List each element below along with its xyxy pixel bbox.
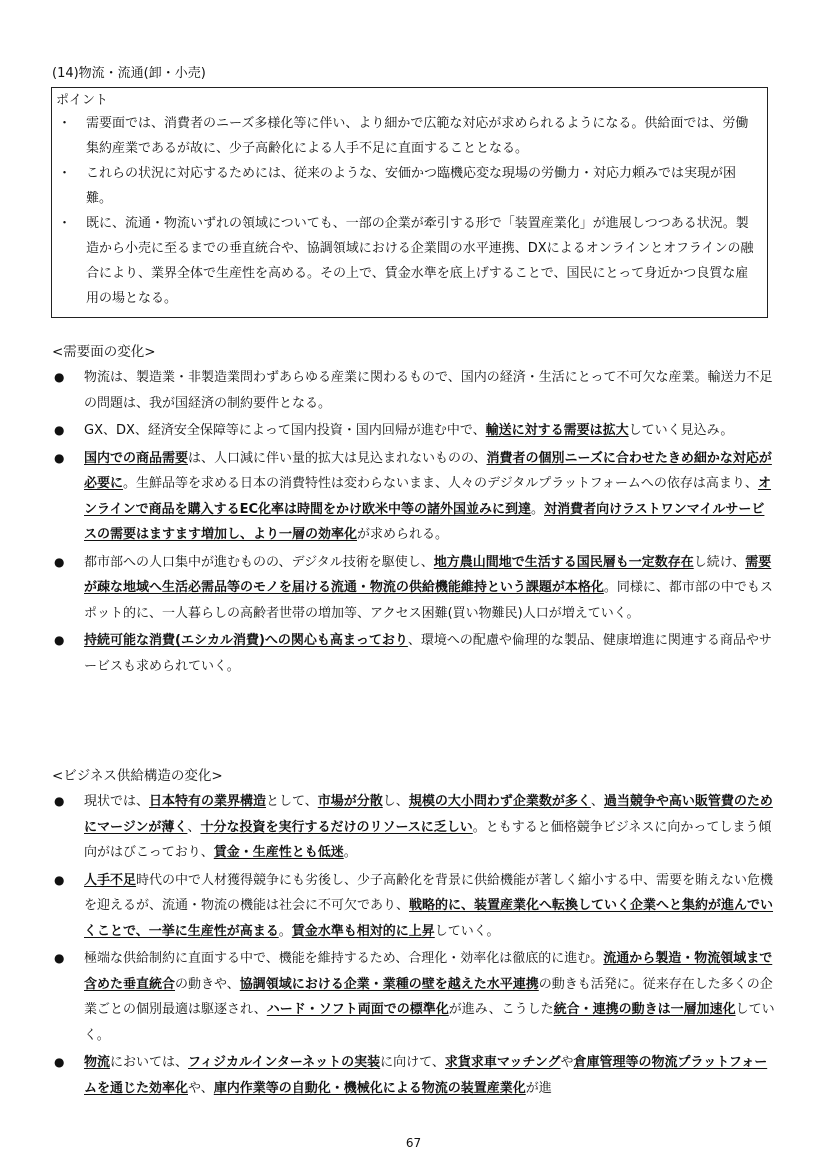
body-text: 、環境への配慮や倫理的な製品、健康増進に関連する商品やサービスも求められていく。 [84,633,772,674]
bullet-text [84,1055,767,1096]
supply-section [52,765,777,1103]
emphasis-text: 戦略的に、装置産業化へ転換していく企業へと集約が進んでいくことで、一挙に生産性が高まる [84,898,774,939]
body-text: していく。 [84,1002,775,1043]
emphasis-text: 過当競争や高い販管費のためにマージンが薄く [84,794,773,835]
bullet-item [52,550,777,627]
bullet-item [52,946,777,1048]
point-item [52,161,767,211]
body-text: 、 [187,819,201,835]
point-box [51,87,768,318]
bullet-marker: ● [54,794,65,808]
body-text: が進み、こうした [448,1002,554,1017]
point-marker: ・ [58,166,72,181]
emphasis-text: 統合・連携の動きは一層加速化 [553,1002,736,1017]
body-text: 。同様に、都市部の中でもスポット的に、一人暮らしの高齢者世帯の増加等、アクセス困難(買い物難民)人口が増えていく。 [84,580,773,621]
body-text: として、 [266,794,318,809]
point-marker: ・ [58,116,72,131]
body-text: は、人口減に伴い量的拡大は見込まれないものの、 [188,450,487,466]
body-text: 都市部への人口集中が進むものの、デジタル技術を駆使し、 [84,554,434,570]
bullet-marker: ● [54,633,65,647]
body-text: の動きや、 [175,976,240,992]
point-item [52,111,767,161]
bullet-marker: ● [54,370,65,384]
bullet-text [84,951,775,1043]
bullet-item [52,418,777,444]
bullet-marker: ● [54,1055,65,1069]
supply-section-title: <ビジネス供給構造の変化> [52,768,223,784]
emphasis-text: 対消費者向けラストワンマイルサービスの需要はますます増加し、より一層の効率化 [84,501,765,542]
body-text: 時代の中で人材獲得競争にも劣後し、少子高齢化を背景に供給機能が著しく縮小する中、需要を賄えない危機を迎えるが、流通・物流の機能は社会に不可欠であり、 [84,872,774,913]
point-box-title: ポイント [56,93,109,108]
emphasis-text: 庫内作業等の自動化・機械化による物流の装置産業化 [213,1080,526,1096]
bullet-text [84,451,772,543]
body-text: の動きも活発に。従来存在した多くの企業ごとの個別最適は駆逐され、 [84,976,773,1017]
emphasis-text: 求貨求車マッチング [444,1055,561,1070]
bullet-marker: ● [54,450,65,465]
body-text: し続け、 [693,554,746,570]
emphasis-text: 市場が分散 [317,794,383,809]
bullet-item [52,1050,777,1101]
emphasis-text: 賃金水準も相対的に上昇 [291,923,435,939]
emphasis-text: 地方農山間地で生活する国民層も一定数存在 [433,554,694,570]
emphasis-text: 国内での商品需要 [84,450,189,466]
body-text: 現状では、 [84,794,150,809]
bullet-item [52,868,777,945]
emphasis-text: フィジカルインターネットの実装 [188,1055,381,1070]
bullet-marker: ● [54,951,65,965]
emphasis-text: 協調領域における企業・業種の壁を越えた水平連携 [239,976,539,992]
body-text: 。 [343,845,357,860]
point-marker: ・ [58,216,72,231]
body-text: GX、DX、経済安全保障等によって国内投資・国内回帰が進む中で、 [84,423,486,438]
emphasis-text: 人手不足 [84,872,137,888]
point-item-text: 既に、流通・物流いずれの領域についても、一部の企業が牽引する形で「装置産業化」が進展しつつある状況。製造から小売に至るまでの垂直統合や、協調領域における企業間の水平連携、DXによるオンラインとオフラインの融合により、業界全体で生産性を高める。その上で、賃金水準を底上げすることで、国民にとって身近かつ良質な雇用の場となる。 [86,216,754,306]
body-text: し、 [382,794,409,809]
section-heading: (14)物流・流通(卸・小売) [52,66,206,81]
body-text: が進 [525,1080,552,1096]
body-text: 。 [278,923,292,939]
emphasis-text: 賃金・生産性とも低迷 [213,845,344,860]
body-text: においては、 [110,1055,189,1070]
point-item-text: 需要面では、消費者のニーズ多様化等に伴い、より細かで広範な対応が求められるようになる。供給面では、労働集約産業であるが故に、少子高齢化による人手不足に直面することとなる。 [86,116,749,156]
body-text: していく見込み。 [628,423,734,438]
emphasis-text: 規模の大小問わず企業数が多く [408,794,591,809]
emphasis-text: 持続可能な消費(エシカル消費)への関心も高まっており [84,633,408,648]
bullet-item [52,789,777,866]
bullet-text [84,873,773,939]
bullet-text [84,370,772,411]
bullet-marker: ● [54,872,65,887]
body-text: 。生鮮品等を求める日本の消費特性は変わらないまま、人々のデジタルプラットフォームへの依存は高まり、 [123,476,758,491]
bullet-item [52,446,777,548]
bullet-text [84,423,733,438]
point-item-text: これらの状況に対応するためには、従来のような、安価かつ臨機応変な現場の労働力・対応力頼みでは実現が困難。 [86,166,737,206]
emphasis-text: 流通から製造・物流領域まで含めた垂直統合 [84,951,773,992]
emphasis-text: オンラインで商品を購入するEC化率は時間をかけ欧米中等の諸外国並みに到達 [84,476,771,517]
emphasis-text: 消費者の個別ニーズに合わせたきめ細かな対応が必要に [84,450,772,491]
bullet-text [84,794,773,860]
emphasis-text: 日本特有の業界構造 [149,794,267,809]
bullet-marker: ● [54,423,65,437]
demand-section [52,341,777,681]
body-text: 極端な供給制約に直面する中で、機能を維持するため、合理化・効率化は徹底的に進む。 [84,951,604,966]
point-item [52,211,767,311]
body-text: に向けて、 [380,1055,445,1070]
body-text: 。 [531,501,545,517]
bullet-marker: ● [54,554,65,569]
bullet-text [84,555,773,621]
emphasis-text: ハード・ソフト両面での標準化 [266,1002,449,1017]
body-text: 物流は、製造業・非製造業問わずあらゆる産業に関わるもので、国内の経済・生活にとって不可欠な産業。輸送力不足の問題は、我が国経済の制約要件となる。 [84,370,773,411]
emphasis-text: 需要が疎な地域へ生活必需品等のモノを届ける流通・物流の供給機能維持という課題が本格化 [84,554,772,595]
supply-bullet-list [52,789,777,1101]
bullet-text [84,633,772,674]
body-text: や [560,1055,574,1070]
body-text: 。ともすると価格競争ビジネスに向かってしまう傾向がはびこっており、 [84,819,772,860]
demand-bullet-list [52,365,777,679]
body-text: 、 [590,794,604,809]
emphasis-text: 十分な投資を実行するだけのリソースに乏しい [200,819,473,835]
emphasis-text: 物流 [84,1055,111,1070]
body-text: していく。 [434,923,500,939]
body-text: や、 [188,1080,214,1096]
body-text: が求められる。 [357,527,449,542]
bullet-item [52,628,777,679]
bullet-item [52,365,777,416]
demand-section-title: <需要面の変化> [52,344,156,360]
page-number: 67 [405,1136,422,1150]
emphasis-text: 輸送に対する需要は拡大 [485,423,629,438]
emphasis-text: 倉庫管理等の物流プラットフォームを通じた効率化 [84,1055,768,1096]
